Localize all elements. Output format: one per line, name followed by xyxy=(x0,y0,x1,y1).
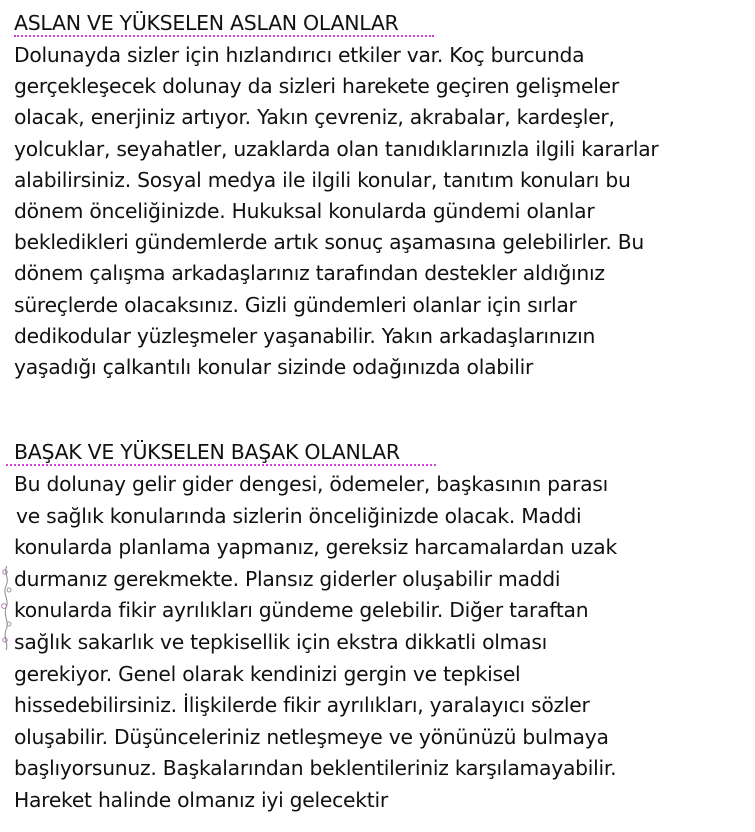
paragraph-line: dönem önceliğinizde. Hukuksal konularda gündemi olanlar xyxy=(14,199,595,224)
paragraph-line: başlıyorsunuz. Başkalarından beklentileriniz karşılamayabilir. xyxy=(14,756,617,781)
paragraph-line: Hareket halinde olmanız iyi gelecektir xyxy=(14,787,388,812)
section-heading: ASLAN VE YÜKSELEN ASLAN OLANLAR xyxy=(14,11,399,35)
section-heading: BAŞAK VE YÜKSELEN BAŞAK OLANLAR xyxy=(14,440,400,464)
paragraph-line: dönem çalışma arkadaşlarınız tarafından destekler aldığınız xyxy=(14,261,605,286)
paragraph-line: konularda planlama yapmanız, gereksiz harcamalardan uzak xyxy=(14,535,617,560)
paragraph-line: olacak, enerjiniz artıyor. Yakın çevreniz, akrabalar, kardeşler, xyxy=(14,105,615,130)
paragraph-line: yolcuklar, seyahatler, uzaklarda olan tanıdıklarınızla ilgili kararlar xyxy=(14,136,659,161)
floral-doodle-icon xyxy=(0,562,14,652)
paragraph-line: alabilirsiniz. Sosyal medya ile ilgili konular, tanıtım konuları bu xyxy=(14,167,631,192)
paragraph-line: durmanız gerekmekte. Plansız giderler oluşabilir maddi xyxy=(14,566,561,591)
paragraph-line: bekledikleri gündemlerde artık sonuç aşamasına gelebilirler. Bu xyxy=(14,230,645,255)
paragraph-line: hissedebilirsiniz. İlişkilerde fikir ayrılıkları, yaralayıcı sözler xyxy=(14,693,590,718)
paragraph-line: oluşabilir. Düşünceleriniz netleşmeye ve yönünüzü bulmaya xyxy=(14,724,609,749)
section-aslan xyxy=(14,8,749,383)
paragraph-line: gerekiyor. Genel olarak kendinizi gergin ve tepkisel xyxy=(14,661,521,686)
paragraph-line: Dolunayda sizler için hızlandırıcı etkiler var. Koç burcunda xyxy=(14,43,585,67)
paragraph-line: dedikodular yüzleşmeler yaşanabilir. Yakın arkadaşlarınızın xyxy=(14,323,596,348)
paragraph-line: yaşadığı çalkantılı konular sizinde odağınızda olabilir xyxy=(14,355,534,380)
paragraph-line: konularda fikir ayrılıkları gündeme gelebilir. Diğer taraftan xyxy=(14,598,589,623)
paragraph-line: süreçlerde olacaksınız. Gizli gündemleri olanlar için sırlar xyxy=(14,292,577,317)
paragraph-line: Bu dolunay gelir gider dengesi, ödemeler, başkasının parası xyxy=(14,472,608,496)
paragraph-line: ve sağlık konularında sizlerin önceliğinizde olacak. Maddi xyxy=(16,503,582,528)
paragraph-line: gerçekleşecek dolunay da sizleri harekete geçiren gelişmeler xyxy=(14,74,619,99)
section-basak xyxy=(14,437,749,817)
paragraph-line: sağlık sakarlık ve tepkisellik için ekstra dikkatli olması xyxy=(14,629,548,654)
